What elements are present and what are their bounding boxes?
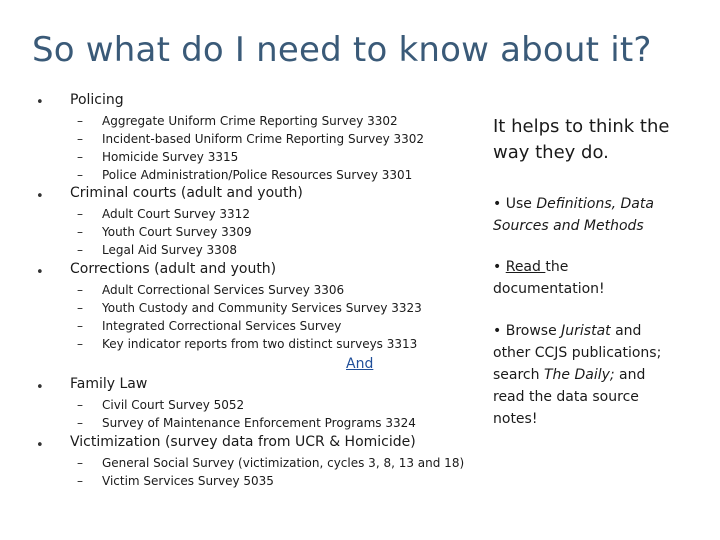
- list-item: [77, 398, 244, 412]
- dash-marker: –: [77, 150, 83, 164]
- tip-definitions: [493, 193, 654, 237]
- and-link[interactable]: And: [346, 356, 374, 372]
- tip-text: notes!: [493, 411, 538, 427]
- dash-marker: –: [77, 319, 83, 333]
- bullet-dot: •: [36, 438, 44, 453]
- dash-marker: –: [77, 225, 83, 239]
- right-column: [493, 0, 715, 540]
- list-item-text: Youth Custody and Community Services Survey 3323: [102, 301, 422, 315]
- tip-text: documentation!: [493, 281, 605, 297]
- section-label-policing: Policing: [70, 92, 124, 108]
- tip-text: • Use: [493, 196, 537, 212]
- list-item: [77, 132, 424, 146]
- bullet-dot: •: [36, 265, 44, 280]
- list-item: [77, 114, 398, 128]
- section-label-victimization: Victimization (survey data from UCR & Homicide): [70, 434, 416, 450]
- dash-marker: –: [77, 114, 83, 128]
- dash-marker: –: [77, 168, 83, 182]
- tip-heading: [493, 114, 669, 166]
- list-item-text: Integrated Correctional Services Survey: [102, 319, 342, 333]
- list-item: [77, 456, 464, 470]
- bullet-dot: •: [36, 380, 44, 395]
- bullet-dot: •: [36, 189, 44, 204]
- dash-marker: –: [77, 132, 83, 146]
- list-item-text: Survey of Maintenance Enforcement Programs 3324: [102, 416, 416, 430]
- read-link[interactable]: Read: [505, 259, 546, 275]
- dash-marker: –: [77, 301, 83, 315]
- tip-emphasis: Definitions, Data: [536, 196, 654, 212]
- dash-marker: –: [77, 416, 83, 430]
- dash-marker: –: [77, 283, 83, 297]
- section-label-criminal-courts: Criminal courts (adult and youth): [70, 185, 303, 201]
- bullet-dot: •: [36, 95, 44, 110]
- section-label-corrections: Corrections (adult and youth): [70, 261, 277, 277]
- dash-marker: –: [77, 243, 83, 257]
- list-item-text: General Social Survey (victimization, cycles 3, 8, 13 and 18): [102, 456, 465, 470]
- list-item-text: Key indicator reports from two distinct surveys 3313: [102, 337, 418, 351]
- list-item: [77, 337, 417, 351]
- tip-browse: [493, 320, 661, 430]
- list-item-text: Adult Correctional Services Survey 3306: [102, 283, 345, 297]
- tip-emphasis: The Daily;: [543, 367, 615, 383]
- tip-text: • Browse: [493, 323, 562, 339]
- tip-heading-line: way they do.: [493, 142, 609, 163]
- dash-marker: –: [77, 337, 83, 351]
- dash-marker: –: [77, 474, 83, 488]
- list-item: [77, 150, 238, 164]
- dash-marker: –: [77, 398, 83, 412]
- list-item-text: Youth Court Survey 3309: [102, 225, 252, 239]
- list-item: [77, 207, 250, 221]
- section-label-family-law: Family Law: [70, 376, 148, 392]
- slide-title: So what do I need to know about it?: [32, 30, 652, 70]
- tip-text: and: [610, 323, 642, 339]
- tip-text: other CCJS publications;: [493, 345, 662, 361]
- tip-read-docs: [493, 256, 605, 300]
- list-item-text: Civil Court Survey 5052: [102, 398, 245, 412]
- list-item: [77, 301, 422, 315]
- list-item: [77, 474, 274, 488]
- tip-text: search: [493, 367, 544, 383]
- list-item-text: Aggregate Uniform Crime Reporting Survey 3302: [102, 114, 398, 128]
- tip-text: and: [614, 367, 646, 383]
- tip-text: •: [493, 259, 506, 275]
- list-item-text: Legal Aid Survey 3308: [102, 243, 238, 257]
- list-item-text: Homicide Survey 3315: [102, 150, 239, 164]
- dash-marker: –: [77, 207, 83, 221]
- list-item: [77, 243, 237, 257]
- list-item-text: Victim Services Survey 5035: [102, 474, 274, 488]
- list-item-text: Adult Court Survey 3312: [102, 207, 250, 221]
- dash-marker: –: [77, 456, 83, 470]
- list-item-text: Police Administration/Police Resources Survey 3301: [102, 168, 413, 182]
- list-item: [77, 225, 252, 239]
- list-item: [77, 319, 341, 333]
- list-item: [77, 416, 416, 430]
- tip-text: the: [545, 259, 569, 275]
- tip-text: read the data source: [493, 389, 639, 405]
- list-item-text: Incident-based Uniform Crime Reporting Survey 3302: [102, 132, 425, 146]
- tip-heading-line: It helps to think the: [493, 116, 670, 137]
- tip-emphasis: Sources and Methods: [493, 218, 644, 234]
- list-item: [77, 283, 344, 297]
- list-item: [77, 168, 412, 182]
- tip-emphasis: Juristat: [561, 323, 611, 339]
